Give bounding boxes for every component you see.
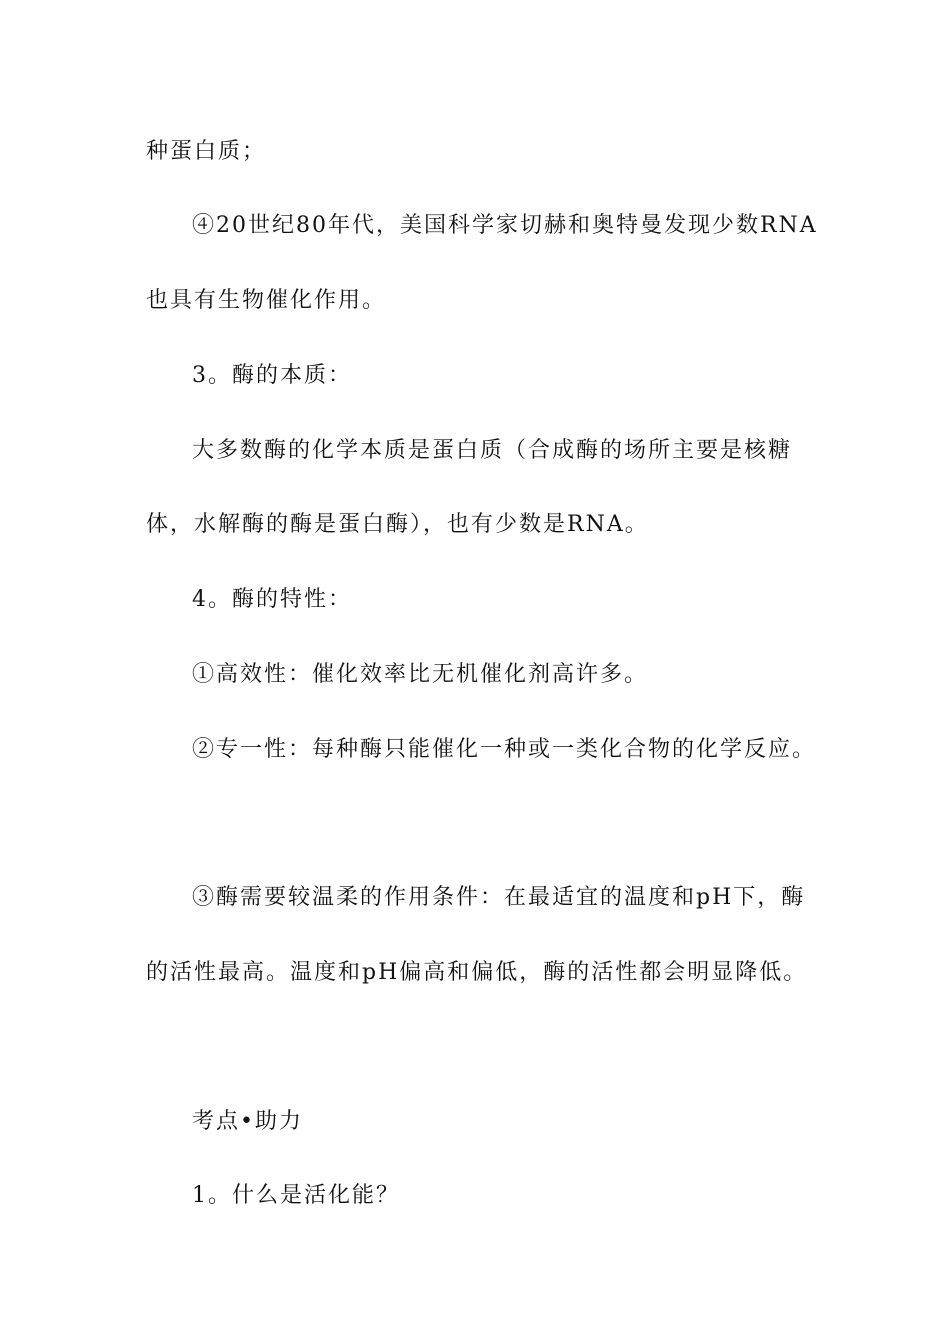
- section-heading: 考点•助力: [192, 1109, 303, 1134]
- text-line: ④20世纪80年代，美国科学家切赫和奥特曼发现少数RNA: [192, 213, 818, 238]
- text-line: 也具有生物催化作用。: [146, 288, 387, 313]
- text-line: 体，水解酶的酶是蛋白酶），也有少数是RNA。: [146, 512, 649, 537]
- text-line: 的活性最高。温度和pH偏高和偏低，酶的活性都会明显降低。: [146, 960, 808, 985]
- text-line: 种蛋白质；: [146, 139, 267, 164]
- list-item: ③酶需要较温柔的作用条件：在最适宜的温度和pH下，酶: [192, 885, 806, 910]
- question-line: 1。什么是活化能？: [192, 1183, 400, 1208]
- text-line: 大多数酶的化学本质是蛋白质（合成酶的场所主要是核糖: [192, 438, 793, 463]
- list-item: ②专一性：每种酶只能催化一种或一类化合物的化学反应。: [192, 737, 817, 762]
- list-item: ①高效性：催化效率比无机催化剂高许多。: [192, 662, 649, 687]
- section-heading: 4。酶的特性：: [192, 587, 352, 612]
- section-heading: 3。酶的本质：: [192, 363, 352, 388]
